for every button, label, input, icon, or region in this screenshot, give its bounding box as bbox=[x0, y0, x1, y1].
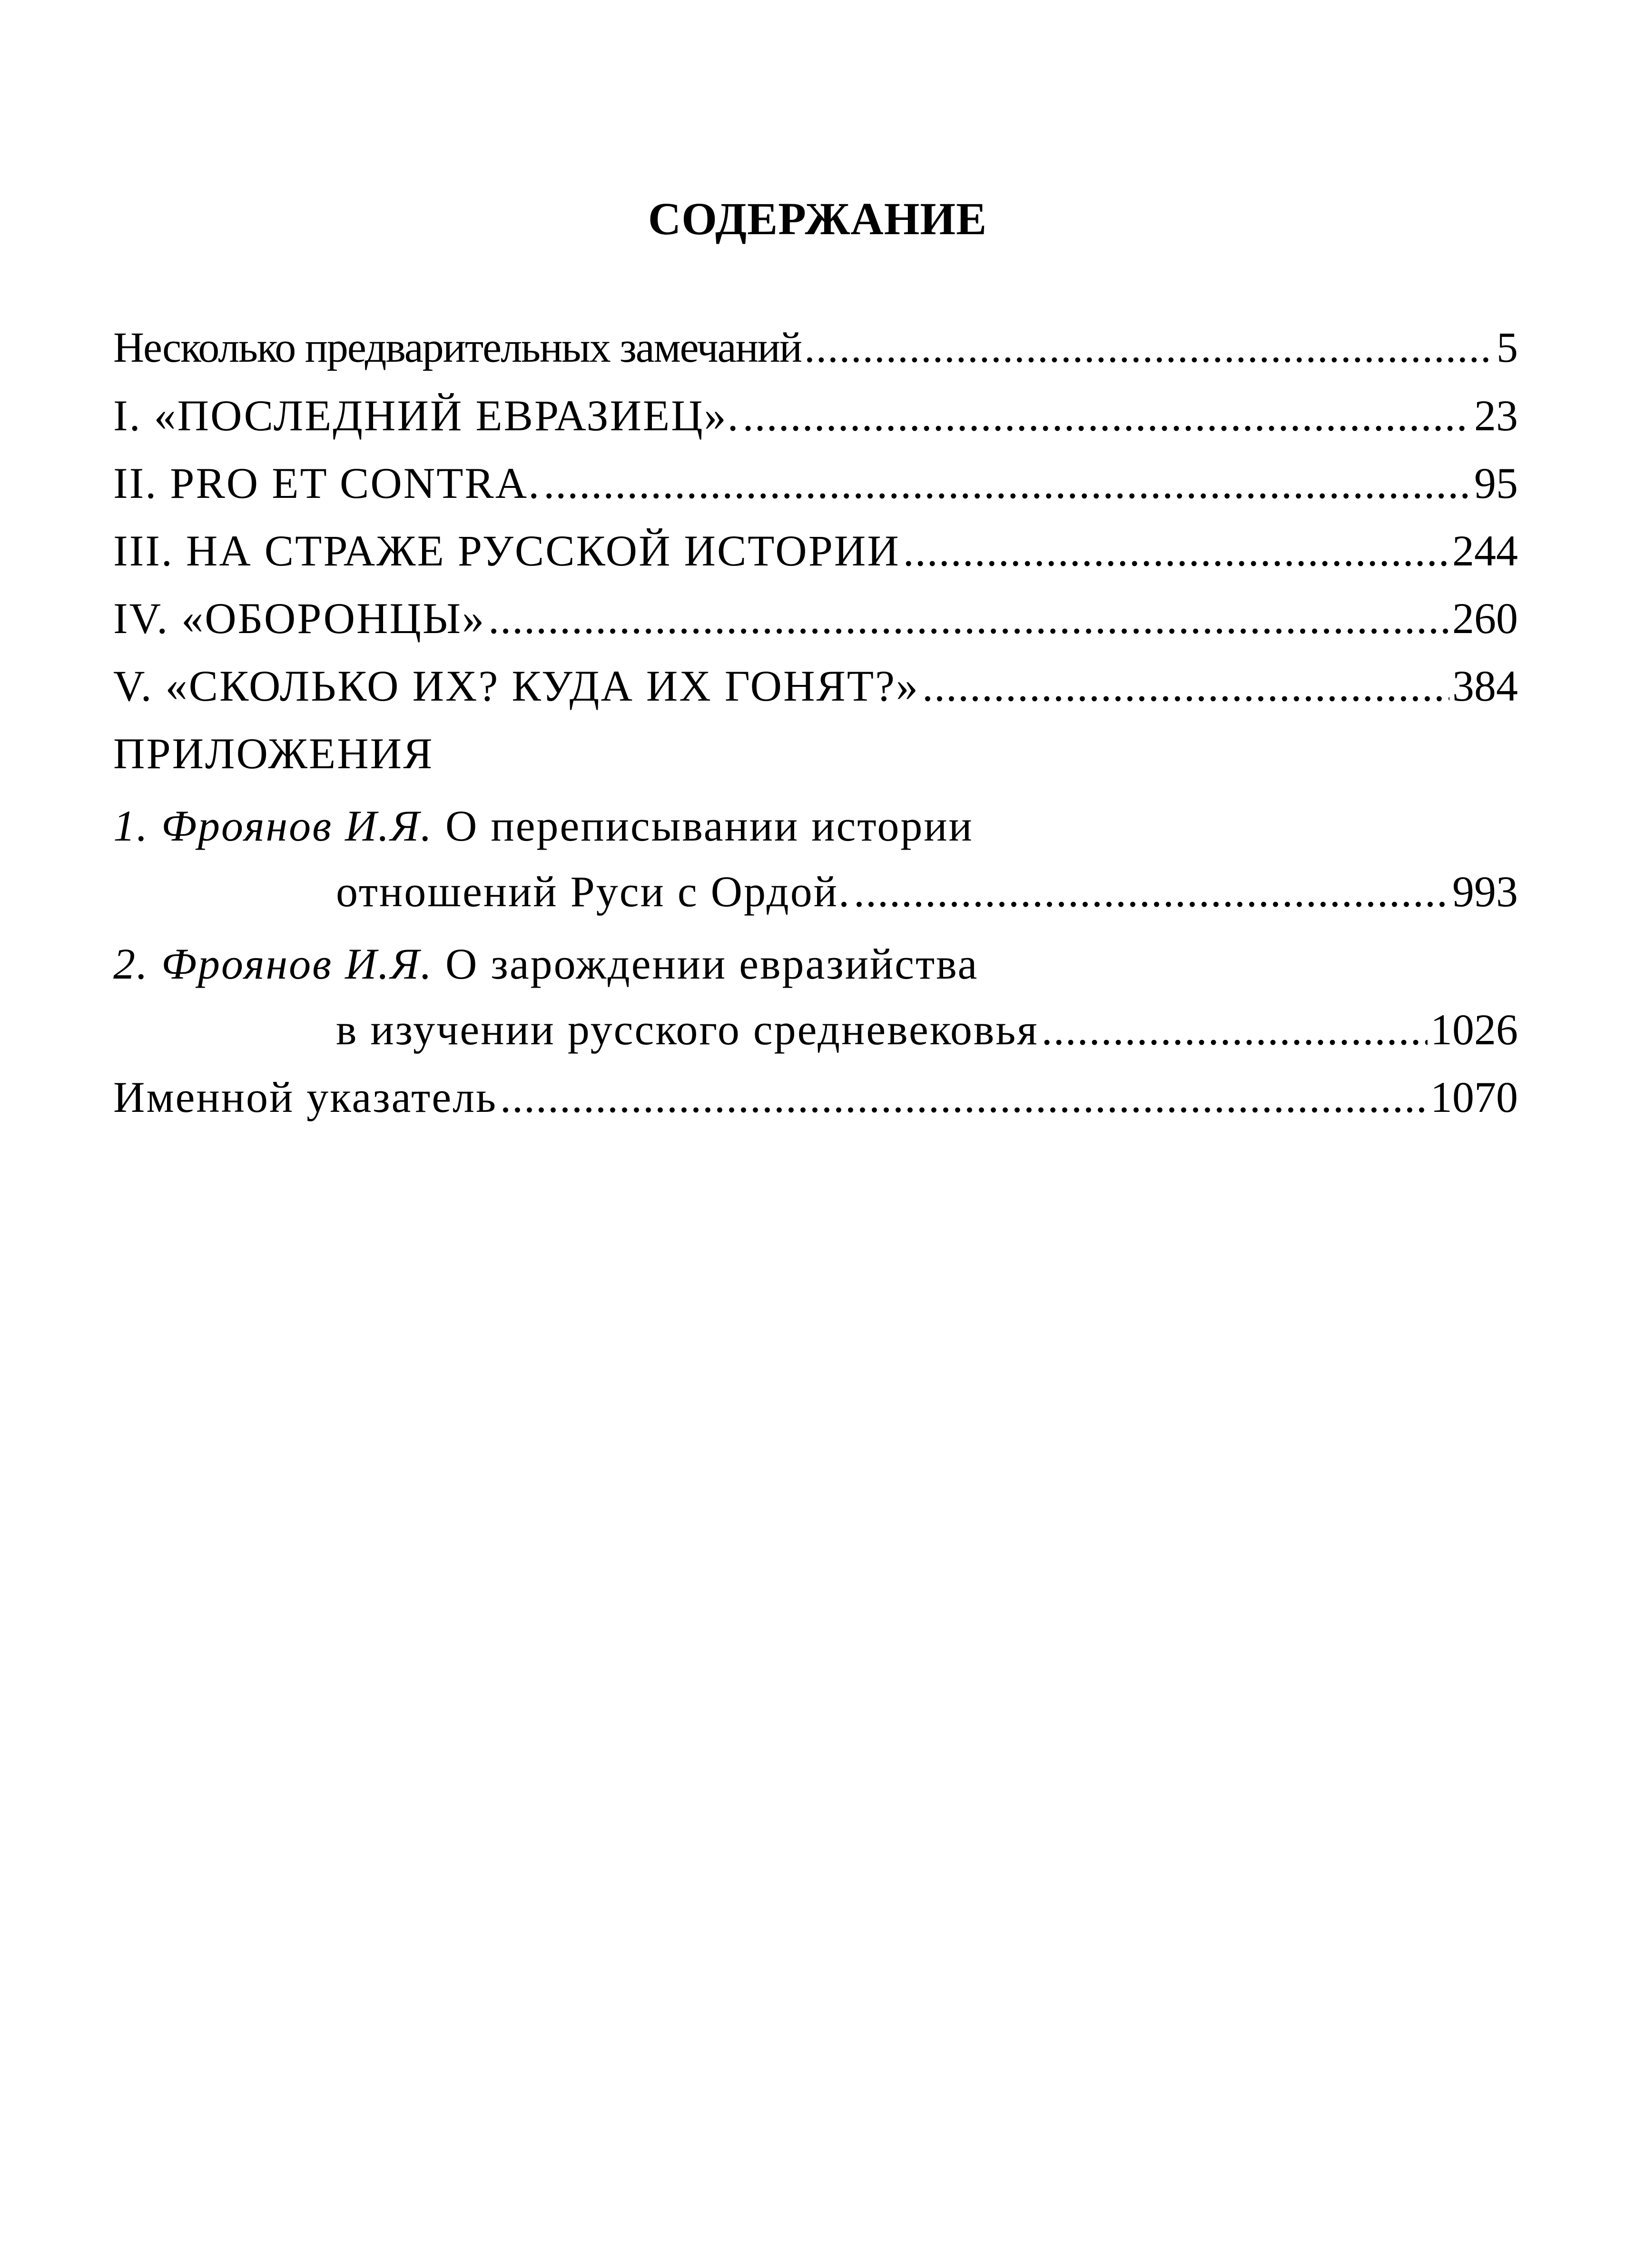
toc-entry-chapter-4 bbox=[113, 584, 1518, 652]
toc-entry-chapter-5 bbox=[113, 652, 1518, 720]
dot-leader bbox=[903, 517, 1449, 584]
toc-entry-page: 384 bbox=[1452, 662, 1518, 710]
toc-entry-page: 244 bbox=[1452, 526, 1518, 575]
toc-entry-preface bbox=[113, 314, 1518, 382]
appendix-1-first-line bbox=[113, 796, 1518, 858]
toc-entry-page: 1070 bbox=[1430, 1073, 1518, 1121]
toc-entry-page: 1026 bbox=[1430, 1005, 1518, 1054]
toc-entry-chapter-3 bbox=[113, 517, 1518, 584]
toc-entry-index bbox=[113, 1063, 1518, 1131]
toc-entry-label: I. «ПОСЛЕДНИЙ ЕВРАЗИЕЦ». bbox=[113, 391, 740, 440]
spacer bbox=[113, 787, 1518, 796]
toc-entry-label: II. PRO ET CONTRA. bbox=[113, 459, 541, 507]
table-of-contents bbox=[113, 314, 1518, 1131]
spacer bbox=[113, 925, 1518, 934]
appendices-heading: ПРИЛОЖЕНИЯ bbox=[113, 729, 434, 778]
toc-entry-label: V. «СКОЛЬКО ИХ? КУДА ИХ ГОНЯТ?» bbox=[113, 662, 919, 710]
toc-entry-label: Именной указатель bbox=[113, 1073, 498, 1121]
toc-entry-label: IV. «ОБОРОНЦЫ» bbox=[113, 594, 486, 643]
appendix-2-first-line bbox=[113, 934, 1518, 996]
appendix-title-line1: О зарождении евразийства bbox=[445, 940, 979, 988]
dot-leader bbox=[500, 1063, 1428, 1131]
dot-leader bbox=[804, 314, 1494, 382]
appendix-2-second-line bbox=[113, 996, 1518, 1063]
toc-entry-page: 23 bbox=[1474, 391, 1518, 440]
toc-entry-label: Несколько предварительных замечаний bbox=[113, 324, 802, 371]
toc-entry-chapter-2 bbox=[113, 449, 1518, 517]
toc-entry-page: 5 bbox=[1497, 324, 1518, 371]
appendix-title-line2: отношений Руси с Ордой. bbox=[336, 867, 851, 916]
toc-entry-label: III. НА СТРАЖЕ РУССКОЙ ИСТОРИИ bbox=[113, 526, 900, 575]
toc-entry-page: 993 bbox=[1452, 867, 1518, 916]
appendix-title-line1: О переписывании истории bbox=[445, 802, 974, 850]
appendix-title-line2: в изучении русского средневековья bbox=[336, 1005, 1039, 1054]
dot-leader bbox=[543, 449, 1471, 517]
toc-entry-page: 95 bbox=[1474, 459, 1518, 507]
dot-leader bbox=[488, 584, 1449, 652]
dot-leader bbox=[743, 382, 1471, 449]
dot-leader bbox=[854, 858, 1449, 925]
toc-entry-page: 260 bbox=[1452, 594, 1518, 643]
toc-entry-chapter-1 bbox=[113, 382, 1518, 449]
appendix-1-second-line bbox=[113, 858, 1518, 925]
dot-leader bbox=[1042, 996, 1428, 1063]
appendix-author: 1. Фроянов И.Я. bbox=[113, 802, 433, 850]
appendix-author: 2. Фроянов И.Я. bbox=[113, 940, 433, 988]
page-title: СОДЕРЖАНИЕ bbox=[648, 193, 987, 244]
dot-leader bbox=[922, 652, 1449, 720]
